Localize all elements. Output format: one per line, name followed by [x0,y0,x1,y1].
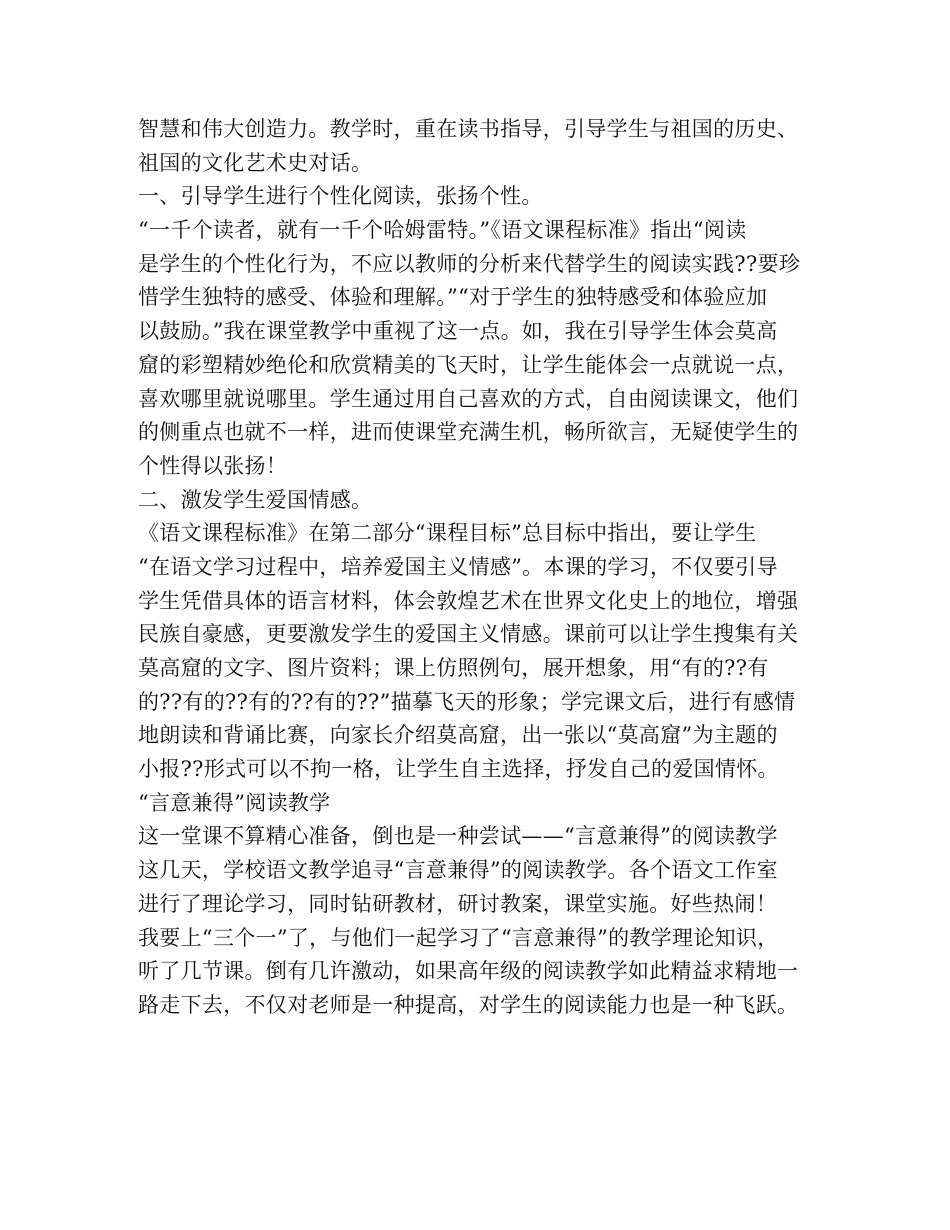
text-line: 惜学生独特的感受、体验和理解。”“对于学生的独特感受和体验应加 [138,285,768,310]
section-heading: 一、引导学生进行个性化阅读，张扬个性。 [138,184,543,209]
text-line: 智慧和伟大创造力。教学时，重在读书指导，引导学生与祖国的历史、 [138,117,799,141]
text-line: 进行了理论学习，同时钻研教材，研讨教案，课堂实施。好些热闹！ [138,891,777,916]
text-line: 窟的彩塑精妙绝伦和欣赏精美的飞天时，让学生能体会一点就说一点， [138,352,799,377]
text-line: 听了几节课。倒有几许激动，如果高年级的阅读教学如此精益求精地一 [138,959,799,984]
section-heading: “言意兼得”阅读教学 [138,790,331,815]
section-heading: 二、激发学生爱国情感。 [138,487,373,512]
text-line: 以鼓励。”我在课堂教学中重视了这一点。如，我在引导学生体会莫高 [138,319,778,344]
text-line: 学生凭借具体的语言材料，体会敦煌艺术在世界文化史上的地位，增强 [138,588,799,613]
text-line: 《语文课程标准》在第二部分“课程目标”总目标中指出，要让学生 [138,521,757,546]
text-line: 路走下去，不仅对老师是一种提高，对学生的阅读能力也是一种飞跃。 [138,992,799,1017]
text-line: “在语文学习过程中，培养爱国主义情感”。本课的学习，不仅要引导 [138,554,778,579]
text-line: 民族自豪感，更要激发学生的爱国主义情感。课前可以让学生搜集有关 [138,622,799,647]
text-line: 地朗读和背诵比赛，向家长介绍莫高窟，出一张以“莫高窟”为主题的 [138,723,778,748]
body-text [138,113,828,1023]
text-line: 是学生的个性化行为，不应以教师的分析来代替学生的阅读实践??要珍 [138,251,801,276]
text-line: 喜欢哪里就说哪里。学生通过用自己喜欢的方式，自由阅读课文，他们 [138,386,799,411]
text-line: 莫高窟的文字、图片资料；课上仿照例句，展开想象，用“有的??有 [138,656,769,680]
text-line: 小报??形式可以不拘一格，让学生自主选择，抒发自己的爱国情怀。 [138,757,779,782]
text-line: 祖国的文化艺术史对话。 [138,150,373,175]
text-line: 个性得以张扬！ [138,453,288,478]
text-line: 的侧重点也就不一样，进而使课堂充满生机，畅所欲言，无疑使学生的 [138,420,799,445]
text-line: 我要上“三个一”了，与他们一起学习了“言意兼得”的教学理论知识， [138,925,779,950]
text-line: 的??有的??有的??有的??”描摹飞天的形象；学完课文后，进行有感情 [138,689,796,714]
text-line: 这一堂课不算精心准备，倒也是一种尝试——“言意兼得”的阅读教学 [138,824,778,849]
text-line: “一千个读者，就有一千个哈姆雷特。”《语文课程标准》指出“阅读 [138,218,747,243]
text-line: 这几天，学校语文教学追寻“言意兼得”的阅读教学。各个语文工作室 [138,858,778,883]
